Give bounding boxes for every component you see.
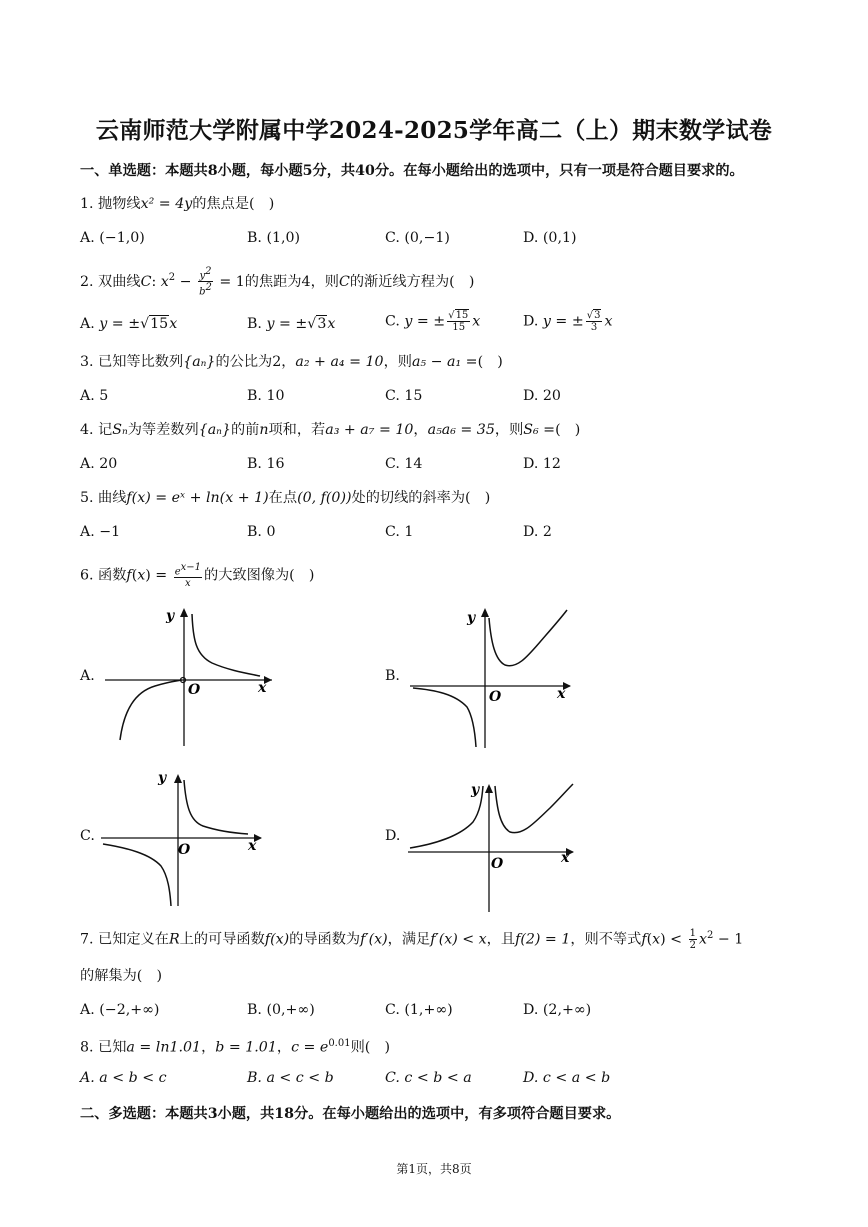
question-4: 4. 记Sₙ为等差数列{aₙ}的前n项和，若a₃ + a₇ = 10，a₅a₆ = 35，则S₆ =( ) [80,422,581,438]
question-5: 5. 曲线f(x) = eˣ + ln(x + 1)在点(0, f(0))处的切线的斜率为( ) [80,490,491,506]
q6-option-b[interactable]: B. [385,668,400,684]
q1-option-a[interactable]: A. (−1,0) [80,230,145,246]
q6-graph-c [98,766,273,914]
q7-option-c[interactable]: C. (1,+∞) [385,1002,453,1018]
question-7-line-1: 7. 已知定义在R上的可导函数f(x)的导函数为f′(x)，满足f′(x) < x，且f(2) = 1，则不等式f(x) < $\frac{1}{2}$ $x^2 - 1$ [80,928,744,952]
q1-option-d[interactable]: D. (0,1) [523,230,577,246]
q8-option-c[interactable]: C. c < b < a [385,1070,472,1086]
q7-option-d[interactable]: D. (2,+∞) [523,1002,592,1018]
q8-option-b[interactable]: B. a < c < b [247,1070,334,1086]
question-2: 2. 双曲线C: $x^2$ − $\frac{y^2}{b^2}$ = 1的焦距为4，则C的渐近线方程为( ) [80,266,475,298]
section-1-heading: 一、单选题：本题共8小题，每小题5分，共40分。在每小题给出的选项中，只有一项是符合题目要求的。 [80,163,744,179]
question-8: 8. 已知a = ln1.01，b = 1.01，$c = e^{0.01}$则( ) [80,1038,391,1056]
q4-option-c[interactable]: C. 14 [385,456,423,472]
q2-option-a[interactable]: A. y = ±√15x [80,316,178,332]
q3-option-d[interactable]: D. 20 [523,388,561,404]
q3-option-a[interactable]: A. 5 [80,388,109,404]
q6-graph-d [405,774,583,914]
question-7-line-2: 的解集为( ) [80,968,163,984]
svg-text:x: x [557,686,566,702]
q4-option-d[interactable]: D. 12 [523,456,561,472]
svg-text:y: y [166,608,175,624]
q4-option-b[interactable]: B. 16 [247,456,285,472]
question-1: 1. 抛物线x² = 4y的焦点是( ) [80,196,275,212]
question-3: 3. 已知等比数列{aₙ}的公比为2，a₂ + a₄ = 10，则a₅ − a₁ =( ) [80,354,503,370]
q3-option-b[interactable]: B. 10 [247,388,285,404]
q2-option-b[interactable]: B. y = ±√3x [247,316,336,332]
page-footer: 第1页，共8页 [396,1162,472,1176]
q2-option-d[interactable]: D. y = ± $\frac{√3}{3}$ x [523,310,613,333]
svg-text:O: O [489,689,502,705]
svg-text:O: O [491,856,504,872]
q7-option-a[interactable]: A. (−2,+∞) [80,1002,160,1018]
svg-text:x: x [258,680,267,696]
svg-text:x: x [561,850,570,866]
q6-option-c[interactable]: C. [80,828,95,844]
q2-option-c[interactable]: C. y = ± $\frac{√15}{15}$ x [385,310,481,333]
svg-text:y: y [467,610,476,626]
q4-option-a[interactable]: A. 20 [80,456,118,472]
q7-option-b[interactable]: B. (0,+∞) [247,1002,315,1018]
svg-text:O: O [188,682,201,698]
q6-graph-a [100,600,280,748]
svg-text:y: y [471,782,480,798]
q3-option-c[interactable]: C. 15 [385,388,423,404]
svg-text:x: x [248,838,257,854]
page-title: 云南师范大学附属中学2024-2025学年高二（上）期末数学试卷 [95,117,773,144]
q8-option-d[interactable]: D. c < a < b [523,1070,611,1086]
q6-option-d[interactable]: D. [385,828,401,844]
q6-graph-b [405,602,580,750]
q8-option-a[interactable]: A. a < b < c [80,1070,167,1086]
svg-text:y: y [158,770,167,786]
q5-option-d[interactable]: D. 2 [523,524,552,540]
q5-option-a[interactable]: A. −1 [80,524,121,540]
q6-option-a[interactable]: A. [80,668,95,684]
section-2-heading: 二、多选题：本题共3小题，共18分。在每小题给出的选项中，有多项符合题目要求。 [80,1106,621,1122]
q5-option-c[interactable]: C. 1 [385,524,414,540]
question-6: 6. 函数f(x) = $\frac{e^{x-1}}{x}$ 的大致图像为( ) [80,562,315,590]
q1-option-b[interactable]: B. (1,0) [247,230,301,246]
q1-option-c[interactable]: C. (0,−1) [385,230,450,246]
svg-text:O: O [178,842,191,858]
q5-option-b[interactable]: B. 0 [247,524,276,540]
